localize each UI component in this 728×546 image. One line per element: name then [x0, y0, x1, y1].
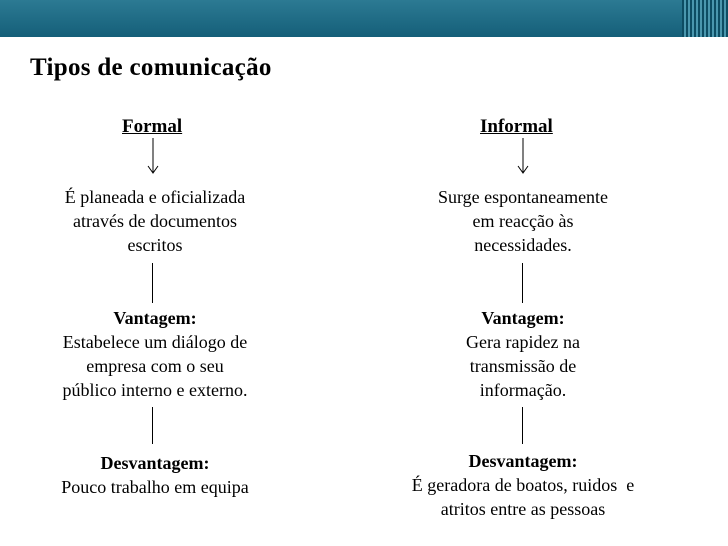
informal-heading: Informal [480, 116, 553, 137]
formal-advantage-line: empresa com o seu [86, 356, 224, 376]
formal-advantage-line: público interno e externo. [62, 380, 248, 400]
informal-description-line: necessidades. [474, 235, 572, 255]
formal-description-line: É planeada e oficializada [64, 187, 246, 207]
header-bar [0, 0, 728, 37]
informal-disadvantage-label: Desvantagem: [468, 451, 578, 471]
formal-disadvantage-label: Desvantagem: [100, 453, 210, 473]
formal-disadvantage-line: Pouco trabalho em equipa [61, 477, 249, 497]
formal-disadvantage [23, 451, 287, 499]
informal-disadvantage-line: atritos entre as pessoas [440, 499, 606, 519]
formal-down-arrow-icon [146, 138, 160, 176]
informal-advantage-line: transmissão de [469, 356, 577, 376]
informal-advantage-line: informação. [479, 380, 567, 400]
formal-heading: Formal [122, 116, 183, 137]
formal-description-line: escritos [127, 235, 183, 255]
slide-title: Tipos de comunicação [30, 54, 272, 81]
formal-description [23, 185, 287, 257]
informal-description [383, 185, 663, 257]
informal-disadvantage-line: É geradora de boatos, ruidos e [411, 475, 635, 495]
informal-advantage [383, 306, 663, 402]
informal-description-line: em reacção às [472, 211, 574, 231]
formal-connector-2 [152, 407, 153, 444]
informal-disadvantage [373, 449, 673, 521]
informal-description-line: Surge espontaneamente [437, 187, 609, 207]
formal-description-line: através de documentos [73, 211, 237, 231]
informal-advantage-line: Gera rapidez na [466, 332, 580, 352]
formal-advantage-label: Vantagem: [113, 308, 197, 328]
header-stripes [682, 0, 728, 37]
formal-advantage-line: Estabelece um diálogo de [62, 332, 248, 352]
informal-down-arrow-icon [516, 138, 530, 176]
informal-connector-1 [522, 263, 523, 303]
formal-advantage [23, 306, 287, 402]
formal-connector-1 [152, 263, 153, 303]
informal-advantage-label: Vantagem: [481, 308, 565, 328]
informal-connector-2 [522, 407, 523, 444]
